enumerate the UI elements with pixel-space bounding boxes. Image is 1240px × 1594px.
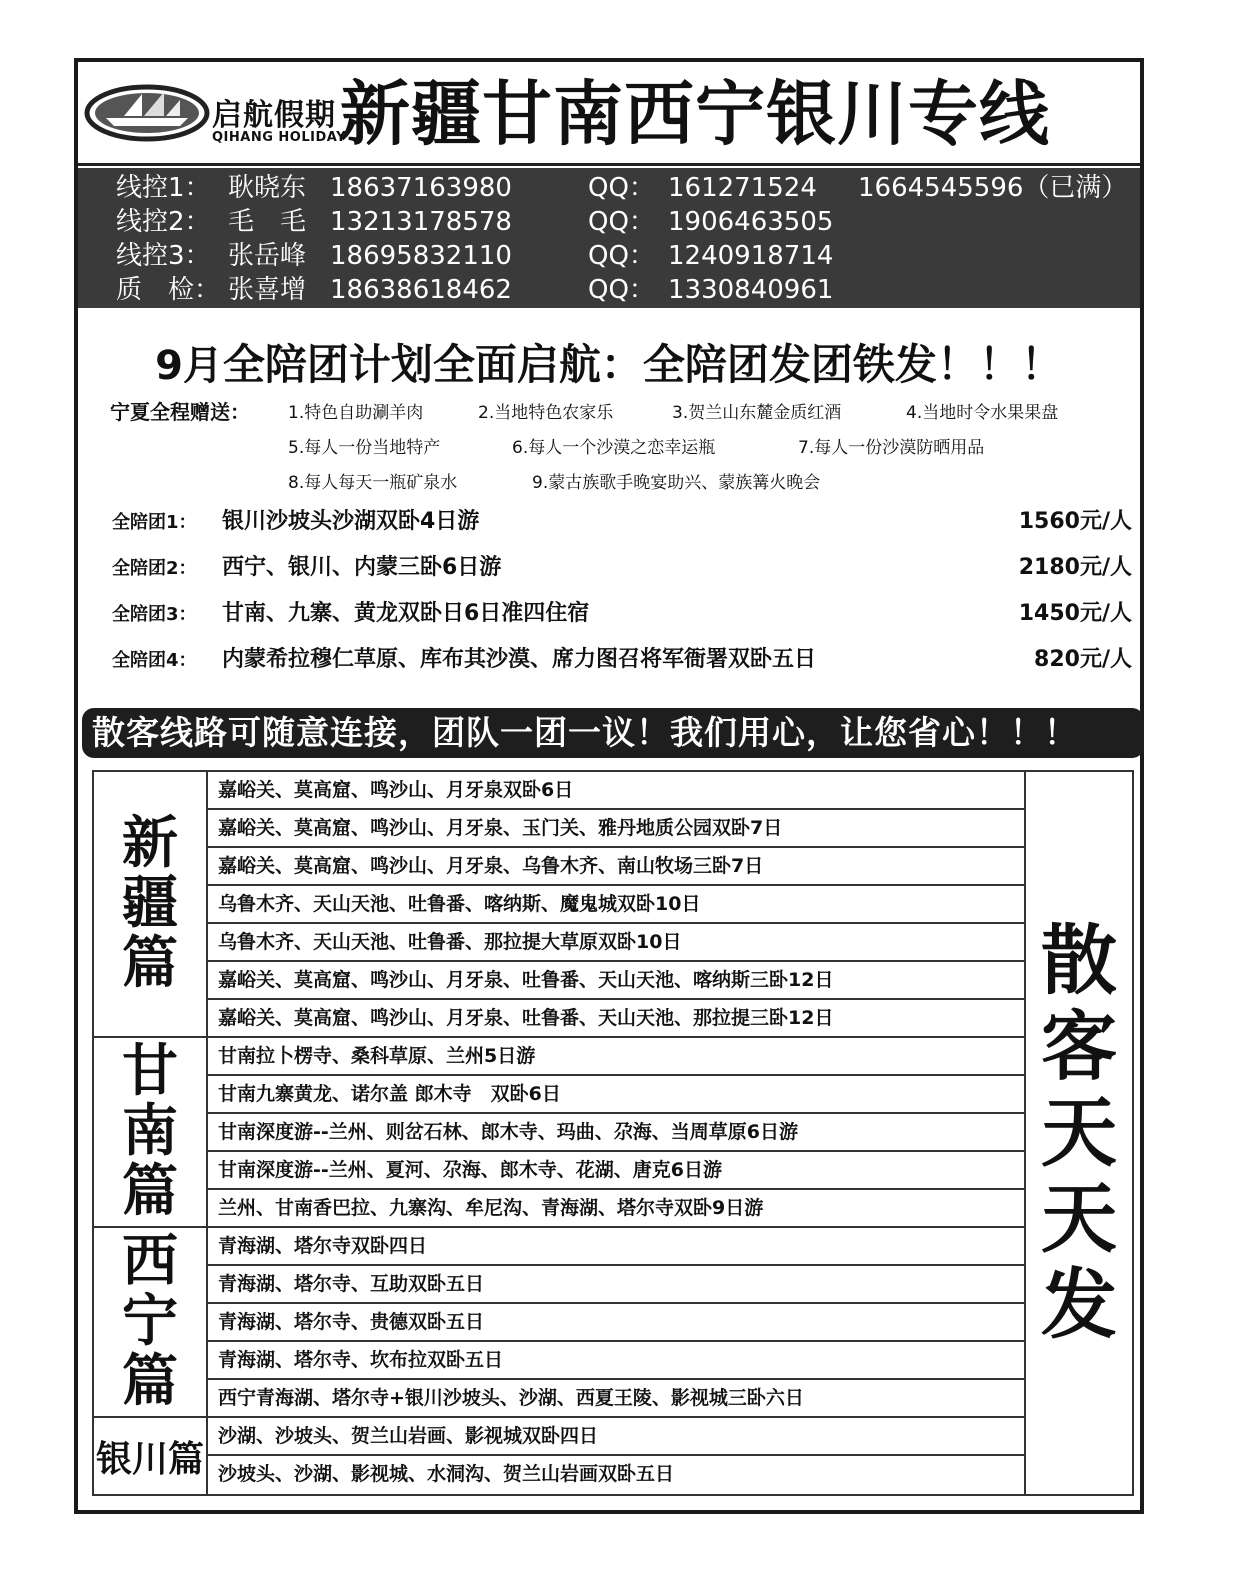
tour-row [112, 550, 1132, 582]
contact-role: 线控2： [116, 207, 211, 237]
headline [78, 332, 1140, 392]
gift-item: 3.贺兰山东麓金质红酒 [672, 403, 842, 423]
route-item: 甘南深度游--兰州、则岔石林、郎木寺、玛曲、尕海、当周草原6日游 [208, 1114, 1024, 1152]
route-item: 嘉峪关、莫高窟、鸣沙山、月牙泉双卧6日 [208, 772, 1024, 810]
section-xining [94, 1228, 208, 1418]
brand-name: 启航假期 [212, 98, 336, 133]
tour-label: 全陪团3： [112, 604, 197, 625]
page-title: 新疆甘南西宁银川专线 [340, 73, 1050, 155]
section-xinjiang [94, 772, 208, 1038]
route-item: 乌鲁木齐、天山天池、吐鲁番、喀纳斯、魔鬼城双卧10日 [208, 886, 1024, 924]
route-item: 沙湖、沙坡头、贺兰山岩画、影视城双卧四日 [208, 1418, 1024, 1456]
section-title: 甘南篇 [122, 1039, 178, 1224]
section-yinchuan [94, 1418, 208, 1494]
tour-price: 820元/人 [1034, 647, 1132, 672]
section-title: 银川篇 [95, 1438, 204, 1480]
headline-text: 全陪团计划全面启航：全陪团发团铁发！！！ [222, 340, 1063, 389]
route-item: 青海湖、塔尔寺双卧四日 [208, 1228, 1024, 1266]
route-item: 沙坡头、沙湖、影视城、水洞沟、贺兰山岩画双卧五日 [218, 1463, 675, 1485]
gift-item: 8.每人每天一瓶矿泉水 [288, 473, 458, 493]
route-item: 青海湖、塔尔寺、坎布拉双卧五日 [208, 1342, 1024, 1380]
gift-item: 5.每人一份当地特产 [288, 438, 441, 458]
header [78, 62, 1140, 166]
contact-role: 线控3： [116, 241, 211, 271]
daily-departure-column [1024, 772, 1132, 1494]
contact-role: 质 检： [116, 275, 221, 305]
gift-item: 9.蒙古族歌手晚宴助兴、蒙族篝火晚会 [532, 473, 821, 493]
tour-name: 甘南、九寨、黄龙双卧日6日准四住宿 [222, 601, 590, 626]
route-item: 兰州、甘南香巴拉、九寨沟、牟尼沟、青海湖、塔尔寺双卧9日游 [208, 1190, 1024, 1228]
contact-name: 毛 毛 [228, 207, 307, 237]
route-item: 甘南深度游--兰州、夏河、尕海、郎木寺、花湖、唐克6日游 [208, 1152, 1024, 1190]
section-title: 西宁篇 [122, 1229, 178, 1414]
gift-item: 2.当地特色农家乐 [478, 403, 614, 423]
contact-name: 张喜增 [228, 275, 307, 305]
contact-qq: 1906463505 [668, 207, 834, 237]
contact-name: 耿晓东 [228, 173, 307, 203]
route-item: 青海湖、塔尔寺、贵德双卧五日 [208, 1304, 1024, 1342]
contact-name: 张岳峰 [228, 241, 307, 271]
gift-item: 4.当地时令水果果盘 [906, 403, 1059, 423]
contact-phone: 18695832110 [330, 241, 512, 271]
contact-qq: 1240918714 [668, 241, 834, 271]
tour-name: 内蒙希拉穆仁草原、库布其沙漠、席力图召将军衙署双卧五日 [222, 647, 817, 672]
contact-phone: 18637163980 [330, 173, 512, 203]
qq-label: QQ： [588, 173, 655, 203]
tour-name: 银川沙坡头沙湖双卧4日游 [222, 509, 480, 534]
gift-item: 6.每人一个沙漠之恋幸运瓶 [512, 438, 716, 458]
tour-row [112, 504, 1132, 536]
qq-label: QQ： [588, 275, 655, 305]
section-gannan [94, 1038, 208, 1228]
tour-row [112, 642, 1132, 674]
tour-label: 全陪团1： [112, 512, 197, 533]
ship-logo-icon [84, 82, 210, 144]
route-item: 西宁青海湖、塔尔寺+银川沙坡头、沙湖、西夏王陵、影视城三卧六日 [208, 1380, 1024, 1418]
gift-item: 7.每人一份沙漠防晒用品 [798, 438, 985, 458]
gift-item: 1.特色自助涮羊肉 [288, 403, 424, 423]
poster-frame [74, 58, 1144, 1514]
contact-qq: 1330840961 [668, 275, 834, 305]
slogan-banner: 散客线路可随意连接，团队一团一议！我们用心，让您省心！！！ [82, 708, 1144, 758]
daily-departure-label: 散客天天发 [1041, 916, 1117, 1349]
tour-price: 1450元/人 [1018, 601, 1132, 626]
brand-name-en: QIHANG HOLIDAY [212, 130, 346, 145]
tour-row [112, 596, 1132, 628]
contact-role: 线控1： [116, 173, 211, 203]
route-table [92, 770, 1134, 1496]
route-item: 嘉峪关、莫高窟、鸣沙山、月牙泉、吐鲁番、天山天池、那拉提三卧12日 [208, 1000, 1024, 1038]
gifts-label: 宁夏全程赠送： [110, 400, 250, 424]
route-item: 甘南九寨黄龙、诺尔盖 郎木寺 双卧6日 [208, 1076, 1024, 1114]
tour-name: 西宁、银川、内蒙三卧6日游 [222, 555, 502, 580]
route-item: 青海湖、塔尔寺、互助双卧五日 [208, 1266, 1024, 1304]
contact-phone: 13213178578 [330, 207, 512, 237]
route-item: 嘉峪关、莫高窟、鸣沙山、月牙泉、玉门关、雅丹地质公园双卧7日 [208, 810, 1024, 848]
section-title: 新疆篇 [122, 811, 178, 996]
headline-month: 9月 [155, 343, 223, 389]
route-item: 乌鲁木齐、天山天池、吐鲁番、那拉提大草原双卧10日 [208, 924, 1024, 962]
route-item: 甘南拉卜楞寺、桑科草原、兰州5日游 [208, 1038, 1024, 1076]
route-item: 嘉峪关、莫高窟、鸣沙山、月牙泉、乌鲁木齐、南山牧场三卧7日 [208, 848, 1024, 886]
contact-qq: 161271524 [668, 173, 817, 203]
qq-label: QQ： [588, 241, 655, 271]
tour-price: 2180元/人 [1018, 555, 1132, 580]
tour-label: 全陪团4： [112, 650, 197, 671]
tour-label: 全陪团2： [112, 558, 197, 579]
contact-phone: 18638618462 [330, 275, 512, 305]
qq-label: QQ： [588, 207, 655, 237]
contacts-panel [78, 168, 1140, 308]
tour-price: 1560元/人 [1018, 509, 1132, 534]
route-item: 嘉峪关、莫高窟、鸣沙山、月牙泉、吐鲁番、天山天池、喀纳斯三卧12日 [208, 962, 1024, 1000]
contact-qq-secondary: 1664545596（已满） [858, 173, 1128, 203]
